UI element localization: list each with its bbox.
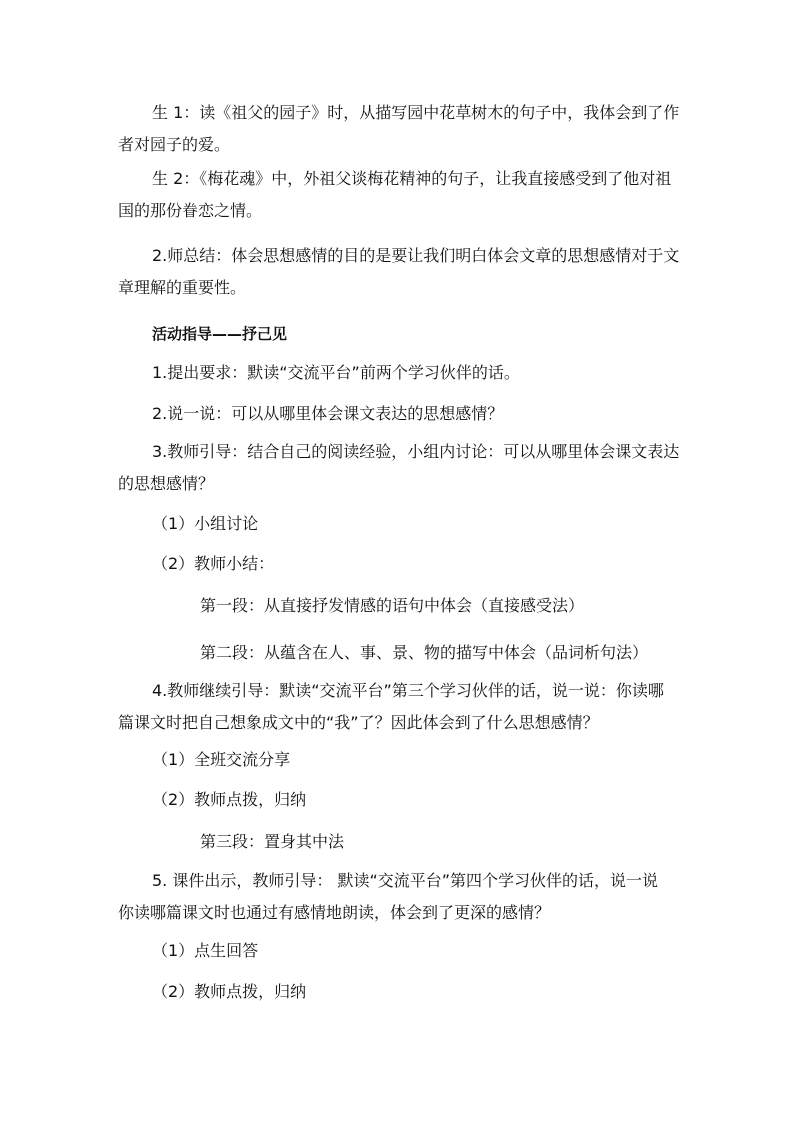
section-heading: 活动指导——抒己见 — [152, 325, 288, 343]
paragraph-line: 章理解的重要性。 — [118, 278, 247, 297]
list-item: （2）教师小结： — [152, 554, 275, 573]
paragraph-line: 4.教师继续引导：默读“交流平台”第三个学习伙伴的话，说一说：你读哪 — [152, 681, 664, 700]
paragraph-line: 5. 课件出示，教师引导： 默读“交流平台”第四个学习伙伴的话，说一说 — [152, 871, 659, 890]
paragraph-line: 者对园子的爱。 — [118, 135, 231, 154]
list-item: （1）全班交流分享 — [152, 750, 291, 769]
paragraph-line: 2.说一说：可以从哪里体会课文表达的思想感情？ — [152, 404, 504, 423]
paragraph-line: 3.教师引导：结合自己的阅读经验，小组内讨论：可以从哪里体会课文表达 — [152, 442, 680, 461]
paragraph-line: 2.师总结：体会思想感情的目的是要让我们明白体会文章的思想感情对于文 — [152, 246, 680, 265]
list-item: （1）点生回答 — [152, 941, 259, 960]
sub-list-item: 第二段：从蕴含在人、事、景、物的描写中体会（品词析句法） — [200, 643, 649, 662]
list-item: （2）教师点拨，归纳 — [152, 982, 307, 1001]
paragraph-line: 的思想感情？ — [118, 474, 215, 493]
list-item: （2）教师点拨，归纳 — [152, 790, 307, 809]
list-item: （1）小组讨论 — [152, 514, 259, 533]
paragraph-line: 你读哪篇课文时也通过有感情地朗读，体会到了更深的感情？ — [118, 903, 551, 922]
paragraph-line: 1.提出要求：默读“交流平台”前两个学习伙伴的话。 — [152, 363, 520, 382]
paragraph-line: 国的那份眷恋之情。 — [118, 201, 263, 220]
sub-list-item: 第三段：置身其中法 — [200, 832, 345, 851]
paragraph-line: 篇课文时把自己想象成文中的“我”了？因此体会到了什么思想感情？ — [118, 713, 599, 732]
sub-list-item: 第一段：从直接抒发情感的语句中体会（直接感受法） — [200, 596, 585, 615]
paragraph-line: 生 1：读《祖父的园子》时，从描写园中花草树木的句子中，我体会到了作 — [152, 103, 680, 122]
paragraph-line: 生 2：《梅花魂》中，外祖父谈梅花精神的句子，让我直接感受到了他对祖 — [152, 169, 672, 188]
